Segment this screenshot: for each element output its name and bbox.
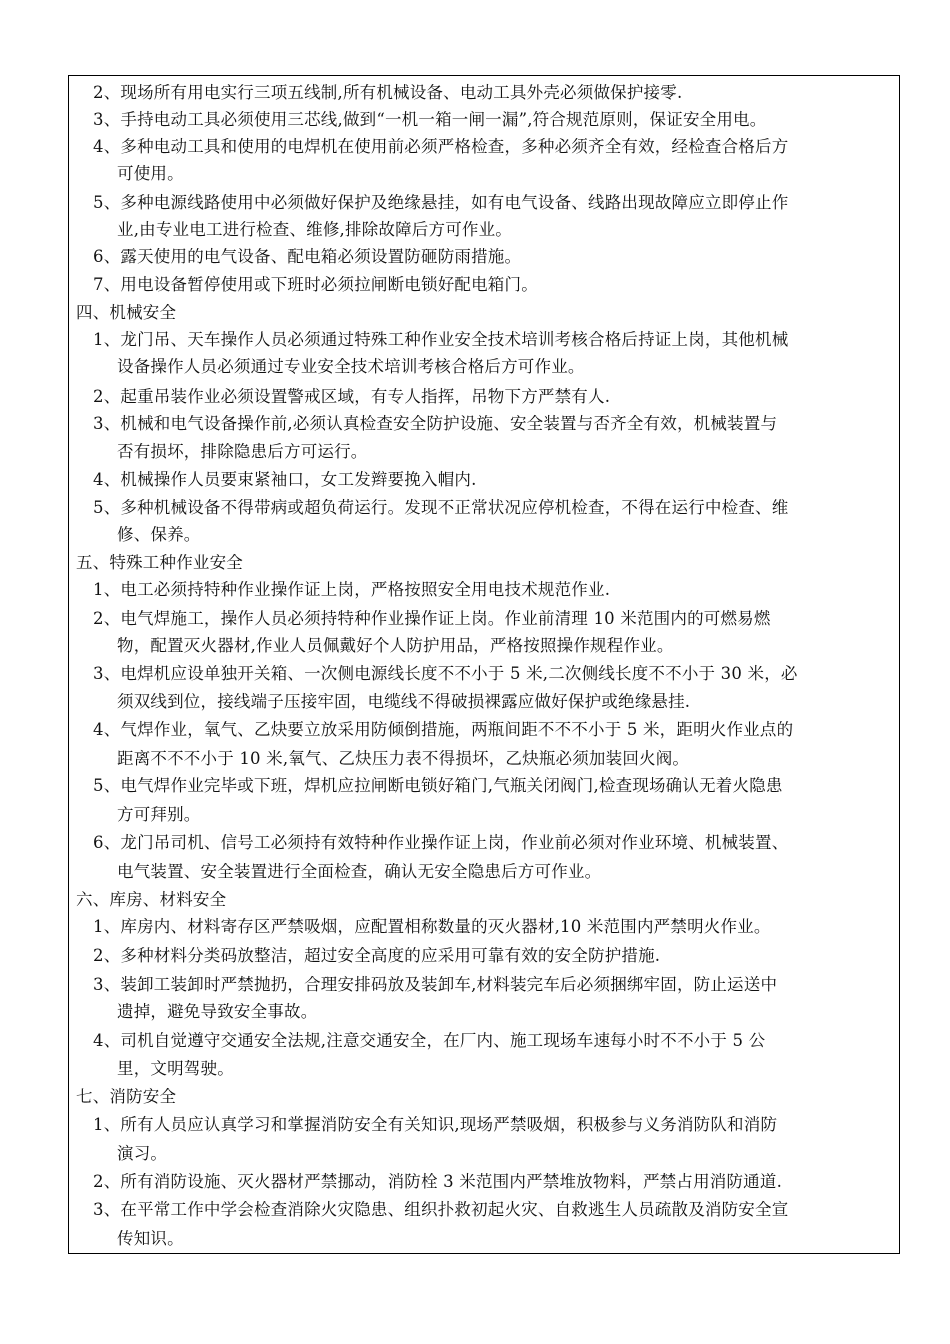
- list-item: 2、所有消防设施、灭火器材严禁挪动，消防栓 3 米范围内严禁堆放物料，严禁占用消防通道.: [93, 1172, 783, 1191]
- list-item: 6、露天使用的电气设备、配电箱必须设置防砸防雨措施。: [93, 247, 522, 266]
- list-item-continuation: 方可拜别。: [117, 805, 201, 824]
- list-item-continuation: 传知识。: [117, 1229, 184, 1248]
- list-item: 3、机械和电气设备操作前,必须认真检查安全防护设施、安全装置与否齐全有效，机械装置与: [93, 414, 778, 433]
- list-item: 1、电工必须持特种作业操作证上岗，严格按照安全用电技术规范作业.: [93, 580, 611, 599]
- list-item: 2、电气焊施工，操作人员必须持特种作业操作证上岗。作业前清理 10 米范围内的可燃易燃: [93, 609, 771, 628]
- list-item-continuation: 距离不不不小于 10 米,氧气、乙炔压力表不得损坏，乙炔瓶必须加装回火阀。: [117, 749, 690, 768]
- section-heading: 四、机械安全: [76, 303, 177, 322]
- list-item-continuation: 电气装置、安全装置进行全面检查，确认无安全隐患后方可作业。: [117, 862, 602, 881]
- list-item: 3、手持电动工具必须使用三芯线,做到“一机一箱一闸一漏”,符合规范原则，保证安全用电。: [93, 110, 767, 129]
- list-item-continuation: 修、保养。: [117, 525, 201, 544]
- list-item: 5、多种机械设备不得带病或超负荷运行。发现不正常状况应停机检查，不得在运行中检查、维: [93, 498, 789, 517]
- list-item-continuation: 物，配置灭火器材,作业人员佩戴好个人防护用品，严格按照操作规程作业。: [117, 636, 674, 655]
- list-item: 4、气焊作业，氧气、乙炔要立放采用防倾倒措施，两瓶间距不不不小于 5 米，距明火作业点的: [93, 720, 794, 739]
- list-item-continuation: 可使用。: [117, 164, 184, 183]
- section-heading: 七、消防安全: [76, 1087, 177, 1106]
- list-item-continuation: 设备操作人员必须通过专业安全技术培训考核合格后方可作业。: [117, 357, 585, 376]
- list-item-continuation: 须双线到位，接线端子压接牢固，电缆线不得破损裸露应做好保护或绝缘悬挂.: [117, 692, 691, 711]
- list-item: 4、机械操作人员要束紧袖口，女工发辫要挽入帽内.: [93, 470, 477, 489]
- list-item: 3、在平常工作中学会检查消除火灾隐患、组织扑救初起火灾、自救逃生人员疏散及消防安全宣: [93, 1200, 789, 1219]
- list-item: 4、多种电动工具和使用的电焊机在使用前必须严格检查，多种必须齐全有效，经检查合格后方: [93, 137, 789, 156]
- list-item: 2、现场所有用电实行三项五线制,所有机械设备、电动工具外壳必须做保护接零.: [93, 83, 683, 102]
- list-item: 5、电气焊作业完毕或下班，焊机应拉闸断电锁好箱门,气瓶关闭阀门,检查现场确认无着火隐患: [93, 776, 783, 795]
- list-item-continuation: 遗掉，避免导致安全事故。: [117, 1002, 318, 1021]
- list-item: 1、所有人员应认真学习和掌握消防安全有关知识,现场严禁吸烟，积极参与义务消防队和消防: [93, 1115, 778, 1134]
- list-item-continuation: 业,由专业电工进行检查、维修,排除故障后方可作业。: [117, 220, 512, 239]
- list-item: 2、起重吊装作业必须设置警戒区域，有专人指挥，吊物下方严禁有人.: [93, 387, 611, 406]
- list-item: 1、库房内、材料寄存区严禁吸烟，应配置相称数量的灭火器材,10 米范围内严禁明火作业。: [93, 917, 771, 936]
- list-item: 3、电焊机应设单独开关箱、一次侧电源线长度不不小于 5 米,二次侧线长度不不小于 30 米，必: [93, 664, 798, 683]
- list-item: 2、多种材料分类码放整洁，超过安全高度的应采用可靠有效的安全防护措施.: [93, 946, 661, 965]
- list-item: 4、司机自觉遵守交通安全法规,注意交通安全，在厂内、施工现场车速每小时不不小于 5 公: [93, 1031, 766, 1050]
- list-item: 3、装卸工装卸时严禁抛扔，合理安排码放及装卸车,材料装完车后必须捆绑牢固，防止运送中: [93, 975, 778, 994]
- section-heading: 六、库房、材料安全: [76, 890, 227, 909]
- list-item: 5、多种电源线路使用中必须做好保护及绝缘悬挂，如有电气设备、线路出现故障应立即停止作: [93, 193, 789, 212]
- section-heading: 五、特殊工种作业安全: [76, 553, 243, 572]
- list-item-continuation: 否有损坏，排除隐患后方可运行。: [117, 442, 368, 461]
- list-item: 7、用电设备暂停使用或下班时必须拉闸断电锁好配电箱门。: [93, 275, 538, 294]
- list-item-continuation: 里，文明驾驶。: [117, 1059, 234, 1078]
- list-item: 1、龙门吊、天车操作人员必须通过特殊工种作业安全技术培训考核合格后持证上岗，其他机械: [93, 330, 789, 349]
- list-item-continuation: 演习。: [117, 1144, 168, 1163]
- list-item: 6、龙门吊司机、信号工必须持有效特种作业操作证上岗，作业前必须对作业环境、机械装置、: [93, 833, 789, 852]
